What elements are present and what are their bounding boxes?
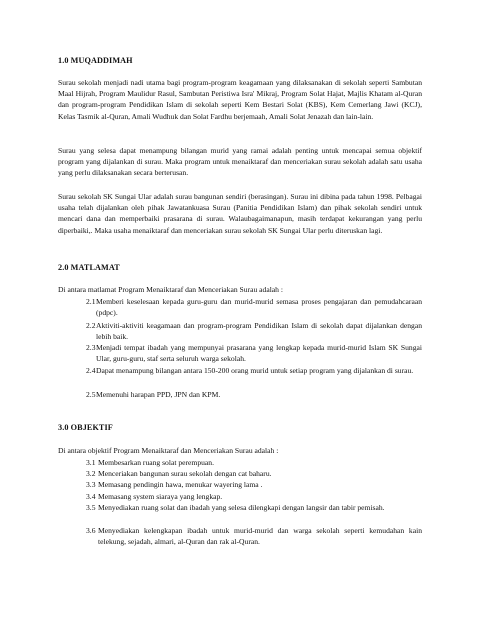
list-item xyxy=(86,479,422,490)
list-item xyxy=(86,525,422,547)
list-item-number: 3.3 xyxy=(86,480,96,489)
list-item-text: Menyediakan ruang solat dan ibadah yang selesa dilengkapi dengan langsir dan tabir pemisah. xyxy=(98,503,385,512)
list-item-text: Menjadi tempat ibadah yang mempunyai prasarana yang lengkap kepada murid-murid Islam SK Sungai Ular, guru-guru, staf serta seluruh warga sekolah. xyxy=(96,343,422,364)
list-item-number: 2.1 xyxy=(86,297,96,306)
list-item-text: Dapat menampung bilangan antara 150-200 orang murid untuk setiap program yang dijalankan di surau. xyxy=(96,366,414,375)
list-item-number: 3.1 xyxy=(86,458,96,467)
section-heading-matlamat: 2.0 MATLAMAT xyxy=(58,263,120,272)
list-item-text: Memasang system siaraya yang lengkap. xyxy=(98,492,223,501)
list-item-text: Memenuhi harapan PPD, JPN dan KPM. xyxy=(96,390,221,399)
list-item-text: Memasang pendingin hawa, menukar wayering lama . xyxy=(98,480,263,489)
list-item-number: 2.2 xyxy=(86,321,96,330)
section-heading-muqaddimah: 1.0 MUQADDIMAH xyxy=(58,56,133,65)
list-item-text: Menyediakan kelengkapan ibadah untuk murid-murid dan warga sekolah seperti kemudahan kain telekung, sejadah, almari, al-Quran dan rak al-Quran. xyxy=(98,526,422,547)
list-item xyxy=(86,457,422,468)
list-item-number: 3.2 xyxy=(86,469,96,478)
list-item xyxy=(86,342,422,364)
section-heading-objektif: 3.0 OBJEKTIF xyxy=(58,423,113,432)
section-intro: Di antara matlamat Program Menaiktaraf dan Menceriakan Surau adalah : xyxy=(58,285,283,294)
list-item-number: 2.4 xyxy=(86,366,96,375)
list-item-text: Membesarkan ruang solat perempuan. xyxy=(98,458,214,467)
list-item-number: 2.3 xyxy=(86,343,96,352)
list-item xyxy=(86,389,422,400)
paragraph: Surau yang selesa dapat menampung bilangan murid yang ramai adalah penting untuk mencapai semua objektif program yang dijalankan di surau. Maka program untuk menaiktaraf dan menceriakan surau sekolah adalah satu usaha yang perlu dilaksanakan secara berterusan. xyxy=(58,146,422,178)
paragraph: Surau sekolah SK Sungai Ular adalah surau bangunan sendiri (berasingan). Surau ini dibina pada tahun 1998. Pelbagai usaha telah dijalankan oleh pihak Jawatankuasa Surau (Panitia Pendidikan Islam) dan pihak sekolah sendiri untuk mencari dana dan memperbaiki prasarana di surau. Walaubagaimanapun, masih terdapat kekurangan yang perlu diperbaiki,. Maka usaha menaiktaraf dan menceriakan surau sekolah SK Sungai Ular perlu diteruskan lagi. xyxy=(58,192,422,235)
list-item xyxy=(86,296,422,318)
list-item-text: Menceriakan bangunan surau sekolah dengan cat baharu. xyxy=(98,469,272,478)
list-item-number: 3.4 xyxy=(86,492,96,501)
list-item xyxy=(86,468,422,479)
paragraph: Surau sekolah menjadi nadi utama bagi program-program keagamaan yang dilaksanakan di sekolah seperti Sambutan Maal Hijrah, Program Maulidur Rasul, Sambutan Peristiwa Isra' Mikraj, Program Solat Hajat, Majlis Khatam al-Quran dan program-program Pendidikan Islam di sekolah seperti Kem Bestari Solat (KBS), Kem Cemerlang Jawi (KCJ), Kelas Tasmik al-Quran, Amali Wudhuk dan Solat Fardhu berjemaah, Amali Solat Jenazah dan lain-lain. xyxy=(58,78,422,121)
list-item-text: Memberi keselesaan kepada guru-guru dan murid-murid semasa proses pengajaran dan pemudahcaraan (pdpc). xyxy=(96,297,422,318)
list-item xyxy=(86,491,422,502)
list-item xyxy=(86,365,422,376)
list-item xyxy=(86,320,422,342)
list-item-number: 3.5 xyxy=(86,503,96,512)
list-item xyxy=(86,502,422,513)
section-intro: Di antara objektif Program Menaiktaraf dan Menceriakan Surau adalah : xyxy=(58,446,279,455)
list-item-number: 3.6 xyxy=(86,526,96,535)
list-item-number: 2.5 xyxy=(86,390,96,399)
list-item-text: Aktiviti-aktiviti keagamaan dan program-program Pendidikan Islam di sekolah dapat dijalankan dengan lebih baik. xyxy=(96,321,422,342)
